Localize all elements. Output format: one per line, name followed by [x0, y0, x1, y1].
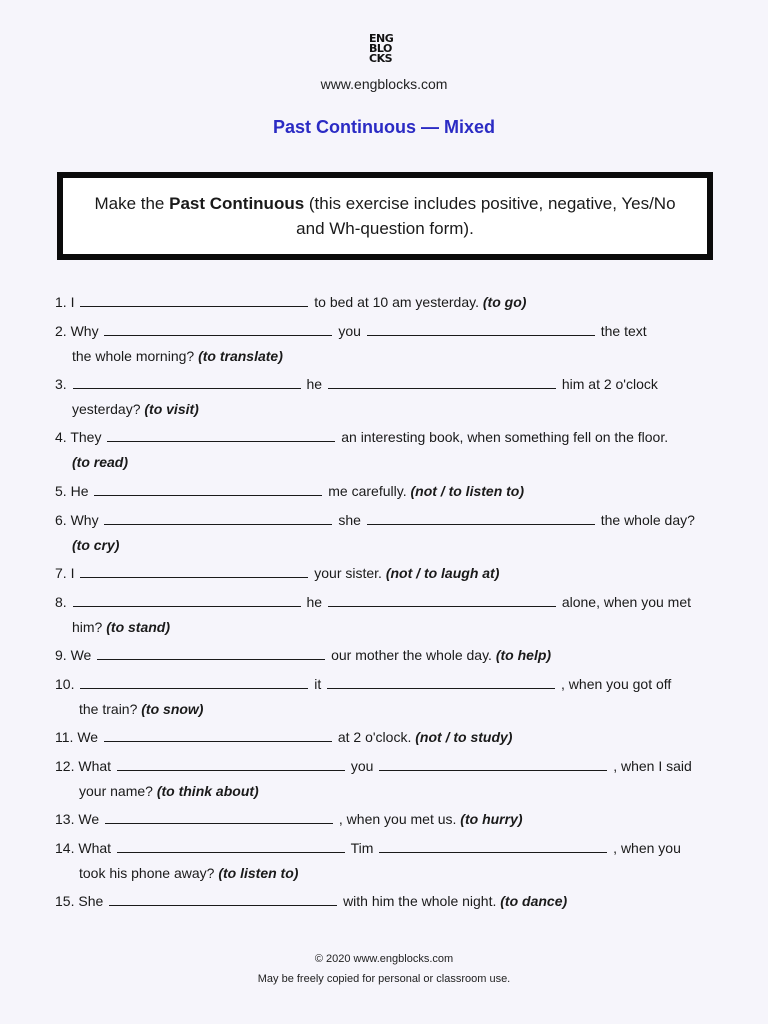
verb-hint: (not / to listen to): [410, 483, 525, 499]
exercise-line: [55, 508, 725, 533]
exercise-number: 12.: [55, 758, 75, 774]
answer-blank[interactable]: [117, 836, 345, 853]
exercise-text: it: [314, 676, 322, 692]
verb-hint: (to dance): [500, 893, 568, 909]
answer-blank[interactable]: [328, 372, 556, 389]
exercise-text: you: [338, 323, 361, 339]
exercise-item: [55, 425, 725, 475]
verb-hint: (to visit): [144, 401, 199, 417]
exercise-item: [55, 672, 725, 722]
verb-hint: (to cry): [72, 537, 120, 553]
exercise-text: your name?: [79, 783, 153, 799]
instruction-box: [57, 172, 713, 260]
footer-license: May be freely copied for personal or classroom use.: [257, 973, 511, 985]
verb-hint: (not / to study): [415, 729, 513, 745]
exercise-text: We: [70, 647, 92, 663]
exercise-item: [55, 807, 725, 832]
exercise-number: 11.: [55, 729, 74, 745]
verb-hint: (to snow): [141, 701, 204, 717]
exercise-text: We: [77, 729, 99, 745]
exercise-line: [55, 372, 725, 397]
exercise-text: me carefully.: [328, 483, 407, 499]
verb-hint: (to go): [482, 294, 527, 310]
logo-line-2: BLO: [369, 42, 392, 55]
answer-blank[interactable]: [107, 425, 335, 442]
exercise-item: [55, 290, 725, 315]
exercise-text: she: [338, 512, 361, 528]
exercise-text: They: [70, 429, 102, 445]
exercise-item: [55, 725, 725, 750]
answer-blank[interactable]: [117, 754, 345, 771]
exercise-line: [55, 590, 725, 615]
exercise-line: [55, 861, 725, 886]
exercise-line: [55, 889, 725, 914]
answer-blank[interactable]: [97, 643, 325, 660]
verb-hint: (to think about): [156, 783, 259, 799]
exercise-text: alone, when you met: [561, 594, 692, 610]
exercise-number: 1.: [55, 294, 67, 310]
answer-blank[interactable]: [94, 479, 322, 496]
exercise-line: [55, 697, 725, 722]
exercise-number: 5.: [55, 483, 67, 499]
exercise-number: 3.: [55, 376, 67, 392]
exercise-text: him at 2 o'clock: [561, 376, 658, 392]
answer-blank[interactable]: [379, 754, 607, 771]
exercise-text: the whole day?: [600, 512, 695, 528]
instruction-bold: Past Continuous: [169, 194, 305, 213]
exercise-line: [55, 290, 725, 315]
verb-hint: (to translate): [198, 348, 283, 364]
answer-blank[interactable]: [80, 672, 308, 689]
verb-hint: (to hurry): [460, 811, 523, 827]
exercise-text: the whole morning?: [72, 348, 195, 364]
verb-hint: (to read): [72, 454, 128, 470]
logo-line-3: CKS: [369, 52, 393, 65]
exercise-item: [55, 319, 725, 369]
exercise-line: [55, 779, 725, 804]
exercise-text: to bed at 10 am yesterday.: [314, 294, 479, 310]
answer-blank[interactable]: [80, 561, 308, 578]
answer-blank[interactable]: [367, 508, 595, 525]
answer-blank[interactable]: [105, 807, 333, 824]
exercise-text: yesterday?: [72, 401, 141, 417]
answer-blank[interactable]: [327, 672, 555, 689]
exercise-number: 14.: [55, 840, 75, 856]
verb-hint: (to listen to): [218, 865, 299, 881]
exercise-item: [55, 508, 725, 558]
exercise-text: He: [70, 483, 89, 499]
exercise-item: [55, 754, 725, 804]
exercise-text: , when I said: [613, 758, 692, 774]
exercise-text: What: [78, 840, 112, 856]
exercise-number: 7.: [55, 565, 67, 581]
answer-blank[interactable]: [109, 889, 337, 906]
exercise-line: [55, 425, 725, 450]
exercise-line: [55, 754, 725, 779]
exercise-line: [55, 615, 725, 640]
exercise-text: an interesting book, when something fell on the floor.: [341, 429, 669, 445]
exercise-number: 4.: [55, 429, 67, 445]
exercise-text: our mother the whole day.: [331, 647, 492, 663]
exercise-item: [55, 590, 725, 640]
exercise-line: [55, 725, 725, 750]
answer-blank[interactable]: [104, 319, 332, 336]
exercise-item: [55, 643, 725, 668]
exercise-text: We: [78, 811, 100, 827]
exercise-item: [55, 889, 725, 914]
exercise-line: [55, 561, 725, 586]
exercise-text: Tim: [350, 840, 374, 856]
exercise-text: the train?: [79, 701, 138, 717]
answer-blank[interactable]: [367, 319, 595, 336]
exercise-line: [55, 479, 725, 504]
answer-blank[interactable]: [328, 590, 556, 607]
exercise-text: took his phone away?: [79, 865, 215, 881]
exercise-item: [55, 479, 725, 504]
exercise-text: What: [78, 758, 112, 774]
exercise-text: , when you: [613, 840, 681, 856]
exercise-text: Why: [70, 512, 99, 528]
answer-blank[interactable]: [80, 290, 308, 307]
exercise-number: 15.: [55, 893, 75, 909]
exercise-number: 8.: [55, 594, 67, 610]
exercise-line: [55, 344, 725, 369]
exercise-text: him?: [72, 619, 103, 635]
exercise-line: [55, 672, 725, 697]
answer-blank[interactable]: [73, 372, 301, 389]
exercise-number: 9.: [55, 647, 67, 663]
instruction-prefix: Make the: [94, 194, 170, 213]
exercise-text: at 2 o'clock.: [337, 729, 412, 745]
verb-hint: (not / to laugh at): [385, 565, 500, 581]
answer-blank[interactable]: [379, 836, 607, 853]
answer-blank[interactable]: [73, 590, 301, 607]
exercise-text: you: [350, 758, 374, 774]
engblocks-logo: [369, 34, 399, 64]
page-title: Past Continuous — Mixed: [272, 117, 495, 137]
answer-blank[interactable]: [104, 508, 332, 525]
exercise-text: Why: [70, 323, 99, 339]
exercise-text: he: [306, 376, 323, 392]
exercise-item: [55, 836, 725, 886]
exercise-text: with him the whole night.: [343, 893, 497, 909]
exercise-line: [55, 319, 725, 344]
exercise-line: [55, 836, 725, 861]
exercise-line: [55, 643, 725, 668]
exercise-text: I: [70, 294, 75, 310]
exercise-line: [55, 807, 725, 832]
exercise-text: he: [306, 594, 323, 610]
exercise-number: 13.: [55, 811, 75, 827]
exercise-line: [55, 450, 725, 475]
exercise-number: 10.: [55, 676, 75, 692]
instruction-text: [90, 191, 680, 241]
exercise-text: I: [70, 565, 75, 581]
footer-copyright: © 2020 www.engblocks.com: [314, 953, 454, 965]
site-url[interactable]: www.engblocks.com: [320, 76, 448, 92]
exercise-number: 6.: [55, 512, 67, 528]
exercise-text: your sister.: [314, 565, 382, 581]
exercise-text: , when you got off: [561, 676, 672, 692]
instruction-suffix: (this exercise includes positive, negative, Yes/No and Wh-question form).: [296, 194, 676, 238]
exercise-line: [55, 533, 725, 558]
logo-line-1: ENG: [369, 32, 394, 45]
exercise-line: [55, 397, 725, 422]
exercise-text: the text: [600, 323, 647, 339]
exercise-number: 2.: [55, 323, 67, 339]
exercise-text: , when you met us.: [338, 811, 457, 827]
exercise-item: [55, 561, 725, 586]
exercise-item: [55, 372, 725, 422]
answer-blank[interactable]: [104, 725, 332, 742]
verb-hint: (to stand): [106, 619, 171, 635]
exercise-text: She: [78, 893, 104, 909]
verb-hint: (to help): [495, 647, 552, 663]
